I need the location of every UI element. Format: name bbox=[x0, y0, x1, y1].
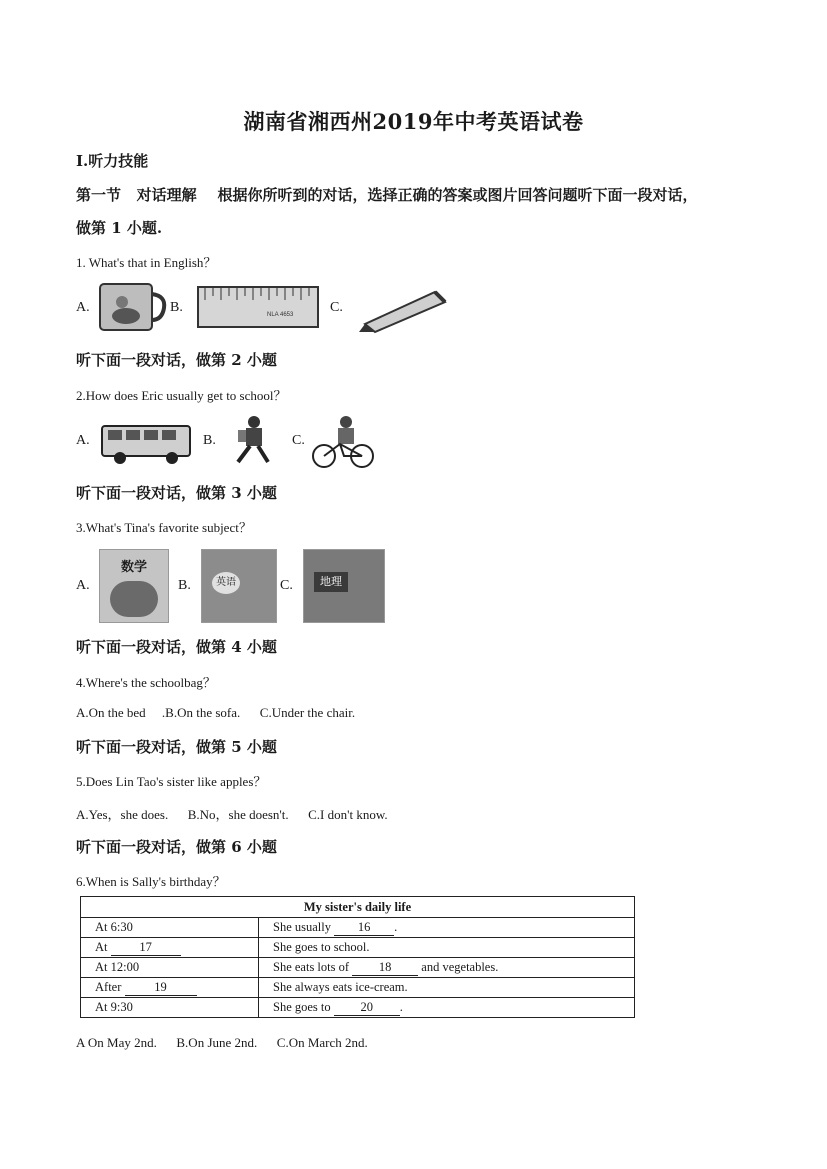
blank-20: 20 bbox=[334, 1000, 400, 1016]
english-book-image bbox=[201, 549, 277, 623]
table-cell: She always eats ice-cream. bbox=[259, 978, 635, 998]
q3-option-c-label: C. bbox=[280, 578, 293, 593]
blank-19: 19 bbox=[125, 980, 197, 996]
table-row bbox=[81, 998, 635, 1018]
math-book-image bbox=[99, 549, 169, 623]
q1-option-a-label: A. bbox=[76, 300, 90, 315]
table-row bbox=[81, 938, 635, 958]
instruction-line-1: 第一节 对话理解 根据你所听到的对话，选择正确的答案或图片回答问题听下面一段对话， bbox=[76, 186, 698, 204]
cell-text: . bbox=[394, 919, 398, 934]
table-header-row bbox=[81, 897, 635, 918]
q2-option-a-label: A. bbox=[76, 433, 90, 448]
table-cell: At 12:00 bbox=[81, 958, 259, 978]
table-cell bbox=[259, 998, 635, 1018]
mug-image bbox=[96, 280, 168, 334]
schedule-table bbox=[80, 896, 635, 1018]
table-cell bbox=[81, 938, 259, 958]
question-1: 1. What's that in English？ bbox=[76, 255, 217, 270]
pencil-image bbox=[355, 286, 459, 334]
table-row bbox=[81, 958, 635, 978]
q2-option-c-label: C. bbox=[292, 433, 305, 448]
cell-text: She eats lots of bbox=[273, 959, 350, 974]
question-5: 5.Does Lin Tao's sister like apples？ bbox=[76, 774, 267, 789]
table-header: My sister's daily life bbox=[81, 897, 635, 918]
q2-option-b-label: B. bbox=[203, 433, 216, 448]
table-row bbox=[81, 978, 635, 998]
q1-option-b-label: B. bbox=[170, 300, 183, 315]
page-title: 湖南省湘西州2019年中考英语试卷 bbox=[243, 109, 584, 134]
heading-q2: 听下面一段对话，做第 2 小题 bbox=[76, 351, 277, 369]
question-2: 2.How does Eric usually get to school？ bbox=[76, 388, 287, 403]
blank-18: 18 bbox=[352, 960, 418, 976]
question-4: 4.Where's the schoolbag？ bbox=[76, 675, 216, 690]
geography-book-title: 地理 bbox=[314, 572, 348, 592]
english-book-title: 英语 bbox=[212, 572, 240, 594]
question-5-options: A.Yes，she does. B.No，she doesn't. C.I don't know. bbox=[76, 807, 388, 822]
table-cell: At 9:30 bbox=[81, 998, 259, 1018]
question-6: 6.When is Sally's birthday？ bbox=[76, 874, 226, 889]
table-row bbox=[81, 918, 635, 938]
q1-option-c-label: C. bbox=[330, 300, 343, 315]
question-6-options: A On May 2nd. B.On June 2nd. C.On March 2nd. bbox=[76, 1035, 368, 1050]
section-heading: I.听力技能 bbox=[76, 152, 149, 170]
geography-book-image bbox=[303, 549, 385, 623]
heading-q4: 听下面一段对话，做第 4 小题 bbox=[76, 638, 277, 656]
ruler-image bbox=[197, 286, 319, 328]
math-book-title: 数学 bbox=[120, 560, 147, 575]
heading-q6: 听下面一段对话，做第 6 小题 bbox=[76, 838, 277, 856]
q3-option-a-label: A. bbox=[76, 578, 90, 593]
cell-text: and vegetables. bbox=[421, 959, 499, 974]
table-cell: She goes to school. bbox=[259, 938, 635, 958]
q3-option-b-label: B. bbox=[178, 578, 191, 593]
question-3: 3.What's Tina's favorite subject？ bbox=[76, 520, 252, 535]
cell-text: She goes to bbox=[273, 999, 331, 1014]
table-cell: At 6:30 bbox=[81, 918, 259, 938]
blank-17: 17 bbox=[111, 940, 181, 956]
walking-person-image bbox=[228, 414, 280, 466]
blank-16: 16 bbox=[334, 920, 394, 936]
question-4-options: A.On the bed .B.On the sofa. C.Under the chair. bbox=[76, 705, 356, 720]
table-cell bbox=[259, 958, 635, 978]
bicycle-image bbox=[308, 414, 376, 470]
heading-q5: 听下面一段对话，做第 5 小题 bbox=[76, 738, 277, 756]
ruler-label: NLA 4653 bbox=[267, 312, 294, 318]
table-cell bbox=[259, 918, 635, 938]
cell-text: After bbox=[95, 979, 122, 994]
cell-text: At bbox=[95, 939, 108, 954]
table-cell bbox=[81, 978, 259, 998]
cell-text: She usually bbox=[273, 919, 331, 934]
cell-text: . bbox=[399, 999, 403, 1014]
heading-q3: 听下面一段对话，做第 3 小题 bbox=[76, 484, 277, 502]
instruction-line-2: 做第 1 小题. bbox=[76, 219, 163, 237]
bus-image bbox=[100, 420, 194, 466]
